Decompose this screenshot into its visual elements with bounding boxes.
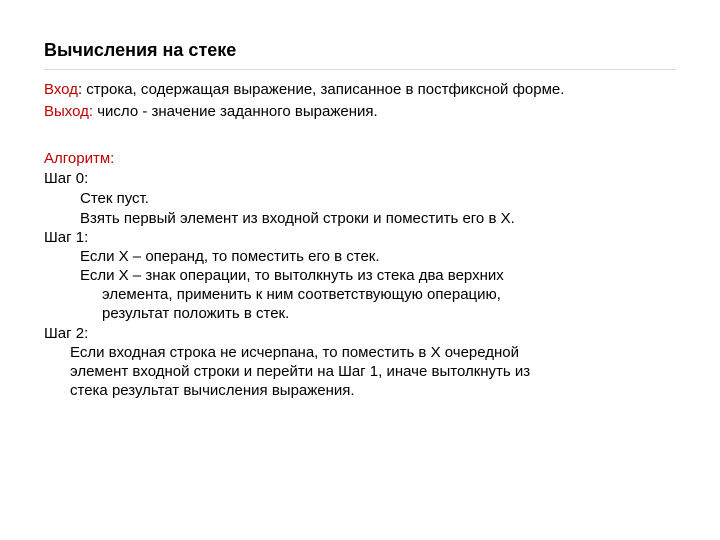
slide-title: Вычисления на стеке	[44, 40, 237, 60]
step0-label: Шаг 0:	[44, 170, 89, 187]
step2-line-3: стека результат вычисления выражения.	[70, 382, 355, 399]
output-label: Выход:	[44, 103, 94, 120]
step1-line-2: Если X – знак операции, то вытолкнуть из стека два верхних	[80, 267, 504, 284]
output-text: число - значение заданного выражения.	[93, 103, 378, 120]
input-line	[44, 80, 564, 99]
input-label: Вход	[44, 81, 78, 98]
step2-line-1: Если входная строка не исчерпана, то поместить в X очередной	[70, 344, 520, 361]
step2-line-2: элемент входной строки и перейти на Шаг 1, иначе вытолкнуть из	[70, 363, 531, 380]
step0-line-2: Взять первый элемент из входной строки и поместить его в X.	[80, 210, 515, 227]
step1-line-4: результат положить в стек.	[102, 305, 290, 322]
step2-label: Шаг 2:	[44, 325, 89, 342]
algorithm-label: Алгоритм:	[44, 150, 115, 167]
step0-line-1: Стек пуст.	[80, 190, 149, 207]
step1-line-3: элемента, применить к ним соответствующую операцию,	[102, 286, 501, 303]
input-text: : строка, содержащая выражение, записанное в постфиксной форме.	[77, 81, 565, 98]
output-line	[44, 102, 378, 121]
title-divider	[44, 69, 676, 70]
step1-line-1: Если X – операнд, то поместить его в стек.	[80, 248, 380, 265]
step1-label: Шаг 1:	[44, 229, 89, 246]
